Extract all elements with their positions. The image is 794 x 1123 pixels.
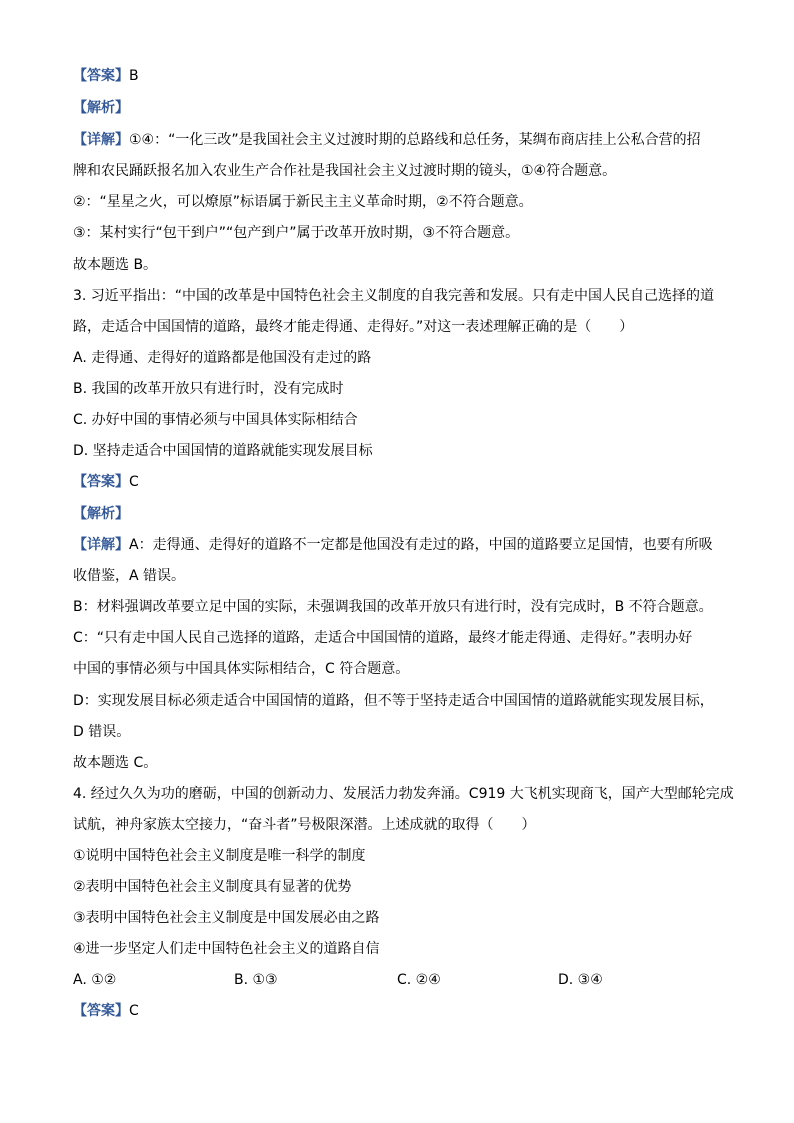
statement-1: ①说明中国特色社会主义制度是唯一科学的制度: [73, 848, 366, 864]
question-stem: 3. 习近平指出：“中国的改革是中国特色社会主义制度的自我完善和发展。只有走中国人民自己选择的道: [73, 288, 715, 304]
option-c: C. 办好中国的事情必须与中国具体实际相结合: [73, 412, 358, 428]
answer-row: [73, 66, 139, 86]
option-a: A. 走得通、走得好的道路都是他国没有走过的路: [73, 350, 372, 366]
choice-c: C. ②④: [397, 972, 441, 988]
detail-line: A：走得通、走得好的道路不一定都是他国没有走过的路，中国的道路要立足国情，也要有所吸: [129, 537, 713, 553]
detail-tag: 【详解】: [73, 132, 129, 148]
detail-line: ①④：“一化三改”是我国社会主义过渡时期的总路线和总任务，某绸布商店挂上公私合营的招: [129, 132, 701, 148]
answer-row: [73, 472, 139, 492]
choice-b: B. ①③: [234, 972, 278, 988]
detail-line: D：实现发展目标必须走适合中国国情的道路，但不等于坚持走适合中国国情的道路就能实现发展目标，: [73, 693, 714, 709]
choice-d: D. ③④: [558, 972, 603, 988]
option-b: B. 我国的改革开放只有进行时，没有完成时: [73, 381, 344, 397]
answer-value: C: [129, 474, 139, 490]
question-stem: 路，走适合中国国情的道路，最终才能走得通、走得好。”对这一表述理解正确的是（ ）: [73, 319, 634, 335]
conclusion-line: 故本题选 B。: [73, 257, 158, 273]
question-stem: 4. 经过久久为功的磨砺，中国的创新动力、发展活力勃发奔涌。C919 大飞机实现商飞，国产大型邮轮完成: [73, 786, 734, 802]
detail-line: 收借鉴，A 错误。: [73, 568, 186, 584]
analysis-row: [73, 504, 129, 524]
detail-tag: 【详解】: [73, 537, 129, 553]
answer-row: [73, 1001, 139, 1021]
question-stem: 试航，神舟家族太空接力，“奋斗者”号极限深潜。上述成就的取得（ ）: [73, 817, 536, 833]
option-d: D. 坚持走适合中国国情的道路就能实现发展目标: [73, 443, 373, 459]
detail-row: [73, 535, 713, 555]
detail-line: C：“只有走中国人民自己选择的道路，走适合中国国情的道路，最终才能走得通、走得好。”表明办好: [73, 630, 693, 646]
answer-value: C: [129, 1003, 139, 1019]
detail-line: 中国的事情必须与中国具体实际相结合，C 符合题意。: [73, 661, 410, 677]
detail-line: ③：某村实行“包干到户”“包产到户”属于改革开放时期，③不符合题意。: [73, 225, 520, 241]
statement-4: ④进一步坚定人们走中国特色社会主义的道路自信: [73, 941, 380, 957]
statement-3: ③表明中国特色社会主义制度是中国发展必由之路: [73, 910, 380, 926]
analysis-tag: 【解析】: [73, 506, 129, 522]
conclusion-line: 故本题选 C。: [73, 755, 158, 771]
detail-line: ②：“星星之火，可以燎原”标语属于新民主主义革命时期，②不符合题意。: [73, 194, 533, 210]
analysis-row: [73, 98, 129, 118]
answer-tag: 【答案】: [73, 474, 129, 490]
detail-line: D 错误。: [73, 724, 131, 740]
statement-2: ②表明中国特色社会主义制度具有显著的优势: [73, 879, 352, 895]
analysis-tag: 【解析】: [73, 100, 129, 116]
detail-line: 牌和农民踊跃报名加入农业生产合作社是我国社会主义过渡时期的镜头，①④符合题意。: [73, 163, 617, 179]
detail-row: [73, 130, 701, 150]
answer-value: B: [129, 68, 139, 84]
detail-line: B：材料强调改革要立足中国的实际，未强调我国的改革开放只有进行时，没有完成时，B 不符合题意。: [73, 599, 713, 615]
answer-tag: 【答案】: [73, 1003, 129, 1019]
choice-a: A. ①②: [73, 972, 117, 988]
answer-tag: 【答案】: [73, 68, 129, 84]
